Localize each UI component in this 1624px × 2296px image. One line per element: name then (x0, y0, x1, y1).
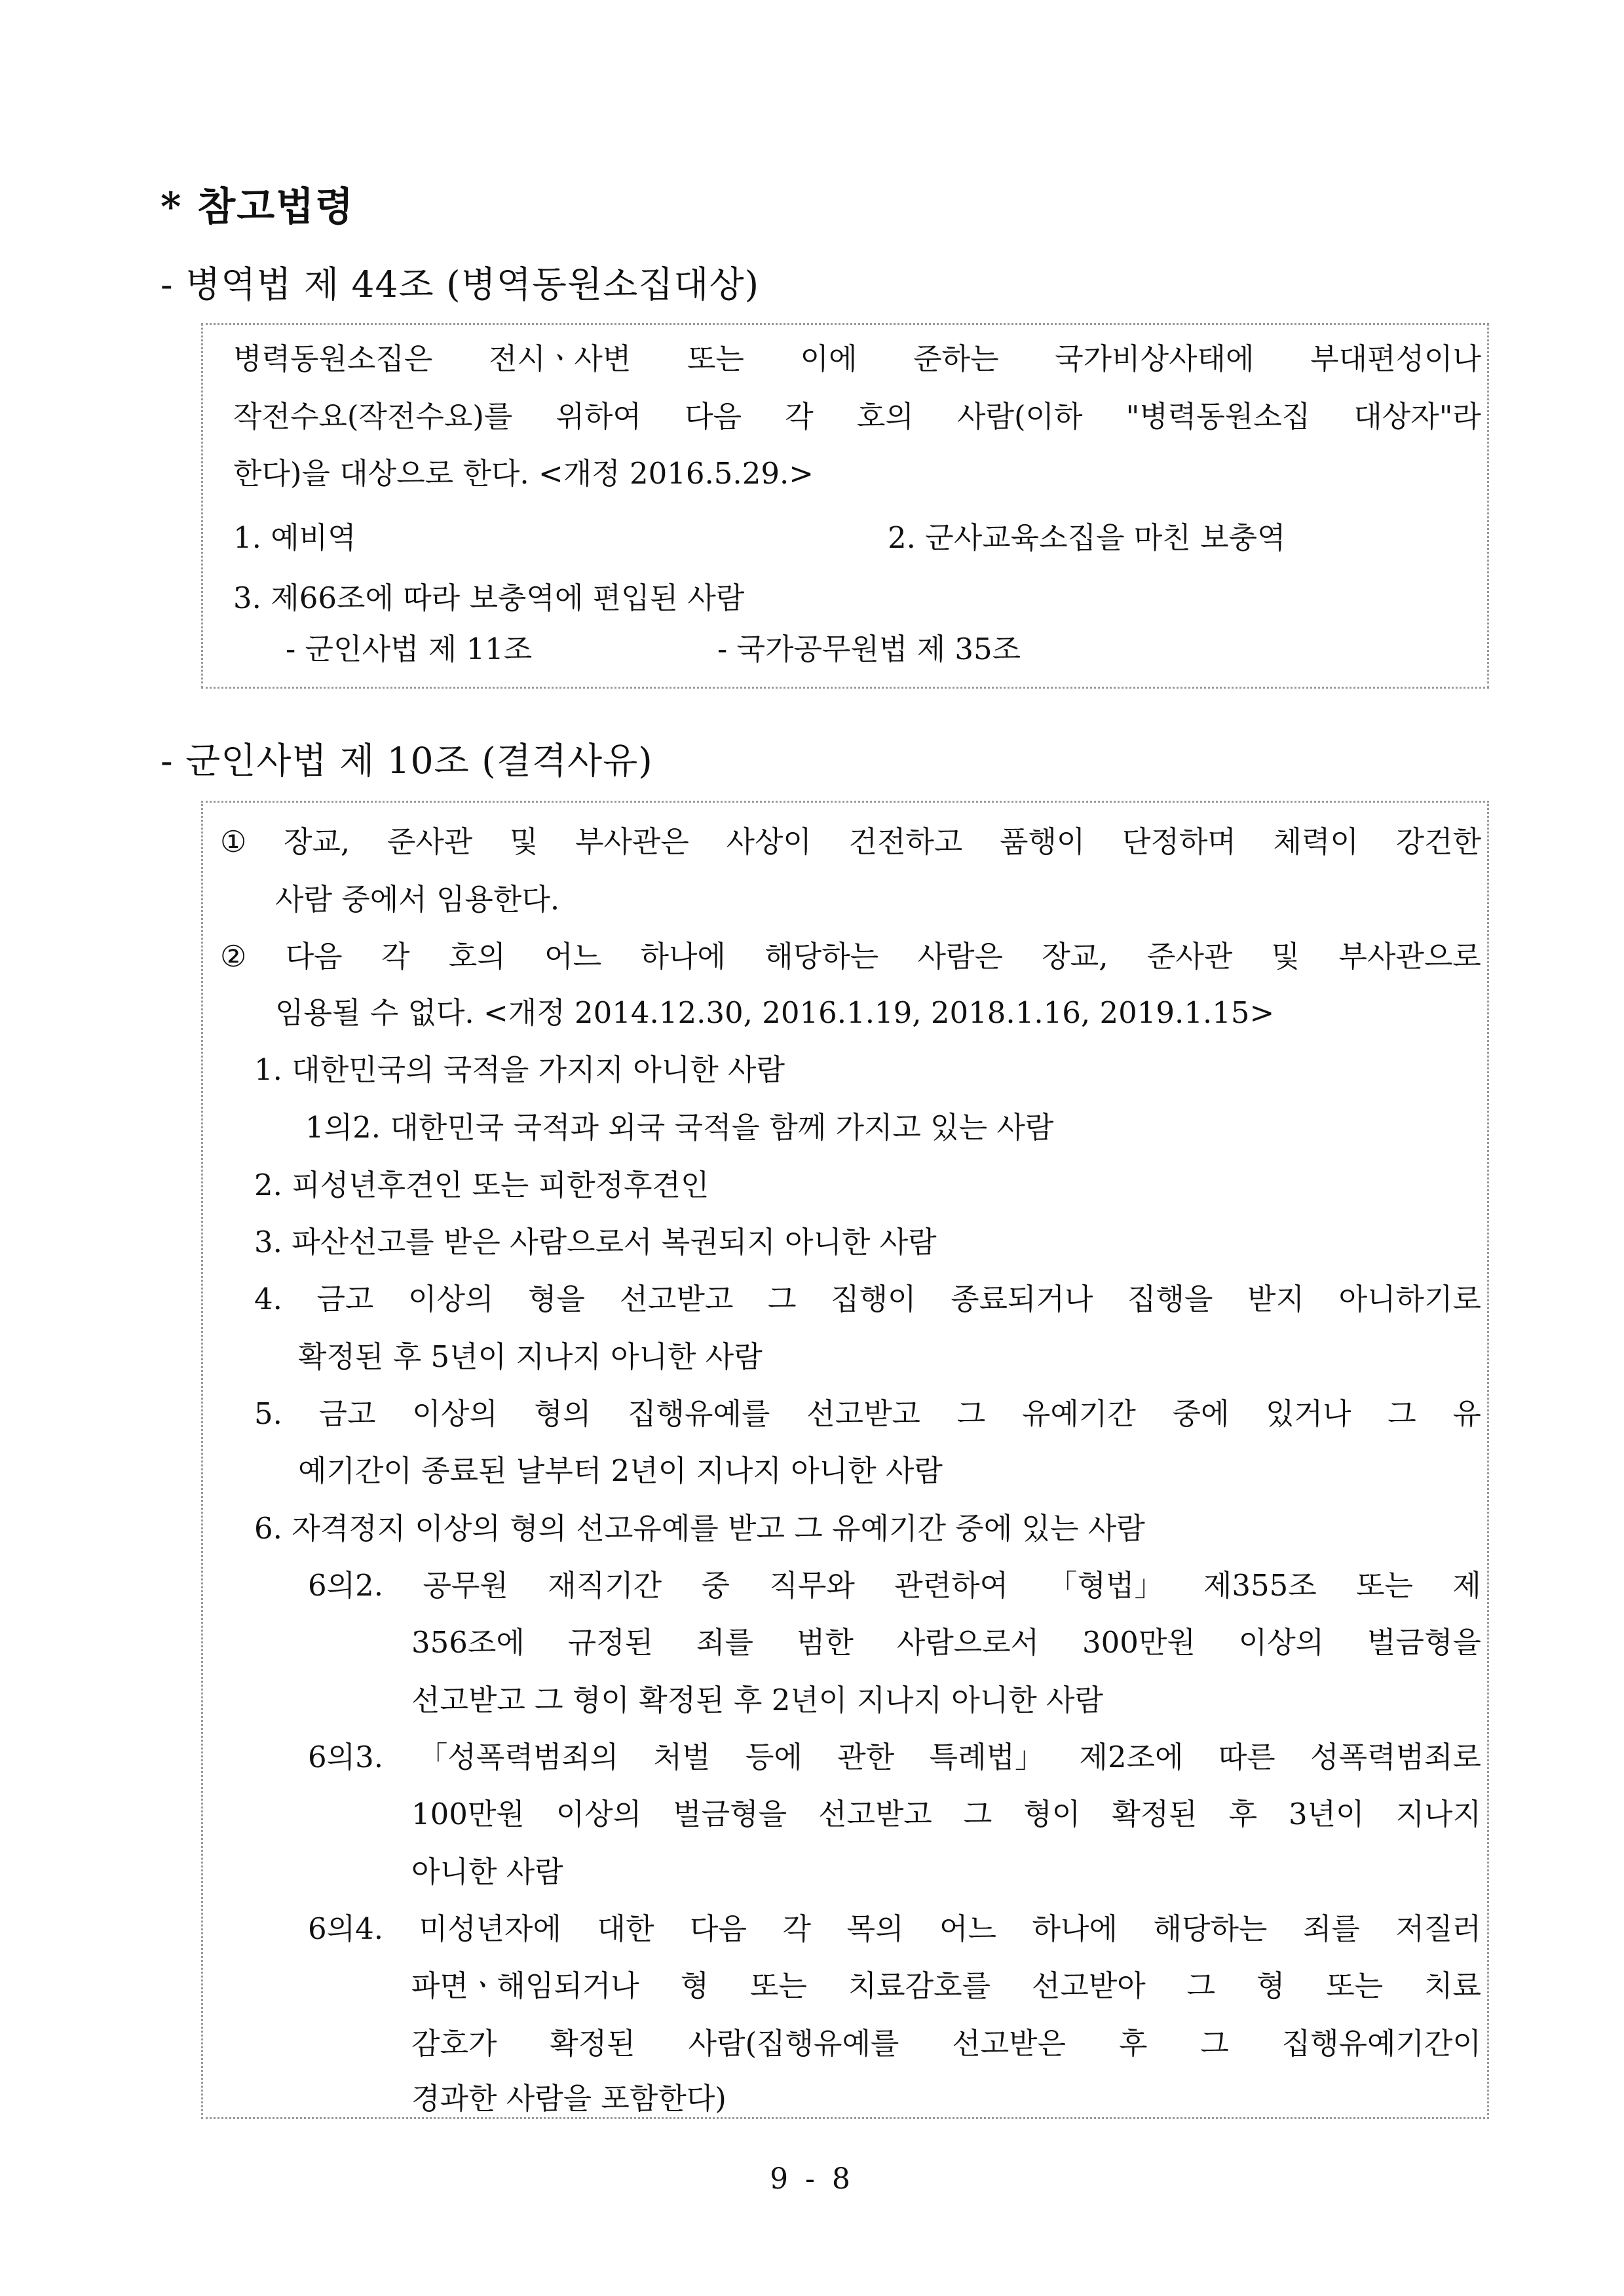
section2-line-22: 감호가 확정된 사람(집행유예를 선고받은 후 그 집행유예기간이 (411, 2026, 1481, 2061)
section1-item-1: 1. 예비역 (233, 520, 356, 555)
section2-heading: - 군인사법 제 10조 (결격사유) (161, 740, 653, 782)
section1-item-2: 2. 군사교육소집을 마친 보충역 (888, 520, 1286, 555)
page-title: * 참고법령 (161, 184, 355, 230)
section2-line-21: 파면ㆍ해임되거나 형 또는 치료감호를 선고받아 그 형 또는 치료 (411, 1968, 1481, 2003)
section2-line-17: 6의3. 「성폭력범죄의 처벌 등에 관한 특례법」 제2조에 따른 성폭력범죄로 (308, 1740, 1481, 1774)
section2-line-5: 1. 대한민국의 국적을 가지지 아니한 사람 (254, 1052, 785, 1087)
section2-line-11: 5. 금고 이상의 형의 집행유예를 선고받고 그 유예기간 중에 있거나 그 유 (254, 1396, 1481, 1431)
section2-line-1: ① 장교, 준사관 및 부사관은 사상이 건전하고 품행이 단정하며 체력이 강건한 (220, 824, 1481, 859)
section2-line-2: 사람 중에서 임용한다. (275, 882, 560, 917)
page-number: 9 - 8 (770, 2162, 854, 2196)
section1-line-3: 한다)을 대상으로 한다. <개정 2016.5.29.> (233, 456, 814, 491)
section2-line-20: 6의4. 미성년자에 대한 다음 각 목의 어느 하나에 해당하는 죄를 저질러 (308, 1911, 1481, 1946)
section2-line-12: 예기간이 종료된 날부터 2년이 지나지 아니한 사람 (298, 1453, 943, 1488)
section1-ref-1: - 군인사법 제 11조 (286, 632, 533, 666)
section2-line-9: 4. 금고 이상의 형을 선고받고 그 집행이 종료되거나 집행을 받지 아니하기로 (254, 1282, 1481, 1316)
section1-line-1: 병력동원소집은 전시ㆍ사변 또는 이에 준하는 국가비상사태에 부대편성이나 (233, 341, 1481, 376)
section2-line-14: 6의2. 공무원 재직기간 중 직무와 관련하여 「형법」 제355조 또는 제 (308, 1568, 1481, 1603)
section1-ref-2: - 국가공무원법 제 35조 (717, 632, 1021, 666)
section2-line-13: 6. 자격정지 이상의 형의 선고유예를 받고 그 유예기간 중에 있는 사람 (254, 1511, 1145, 1546)
section2-line-3: ② 다음 각 호의 어느 하나에 해당하는 사람은 장교, 준사관 및 부사관으로 (220, 939, 1481, 974)
section2-line-4: 임용될 수 없다. <개정 2014.12.30, 2016.1.19, 2018.1.16, 2019.1.15> (275, 995, 1275, 1030)
section2-line-18: 100만원 이상의 벌금형을 선고받고 그 형이 확정된 후 3년이 지나지 (411, 1797, 1481, 1831)
section2-line-15: 356조에 규정된 죄를 범한 사람으로서 300만원 이상의 벌금형을 (411, 1625, 1481, 1660)
section2-line-23: 경과한 사람을 포함한다) (411, 2081, 727, 2116)
section1-heading: - 병역법 제 44조 (병역동원소집대상) (161, 263, 760, 305)
section2-line-19: 아니한 사람 (411, 1854, 563, 1889)
section2-line-6: 1의2. 대한민국 국적과 외국 국적을 함께 가지고 있는 사람 (305, 1110, 1054, 1145)
section2-line-8: 3. 파산선고를 받은 사람으로서 복권되지 아니한 사람 (254, 1225, 937, 1259)
section1-line-2: 작전수요(작전수요)를 위하여 다음 각 호의 사람(이하 "병력동원소집 대상자"라 (233, 399, 1481, 434)
section2-line-16: 선고받고 그 형이 확정된 후 2년이 지나지 아니한 사람 (411, 1683, 1103, 1717)
section1-item-3: 3. 제66조에 따라 보충역에 편입된 사람 (233, 581, 745, 615)
section2-line-10: 확정된 후 5년이 지나지 아니한 사람 (298, 1339, 763, 1374)
section2-line-7: 2. 피성년후견인 또는 피한정후견인 (254, 1168, 709, 1202)
